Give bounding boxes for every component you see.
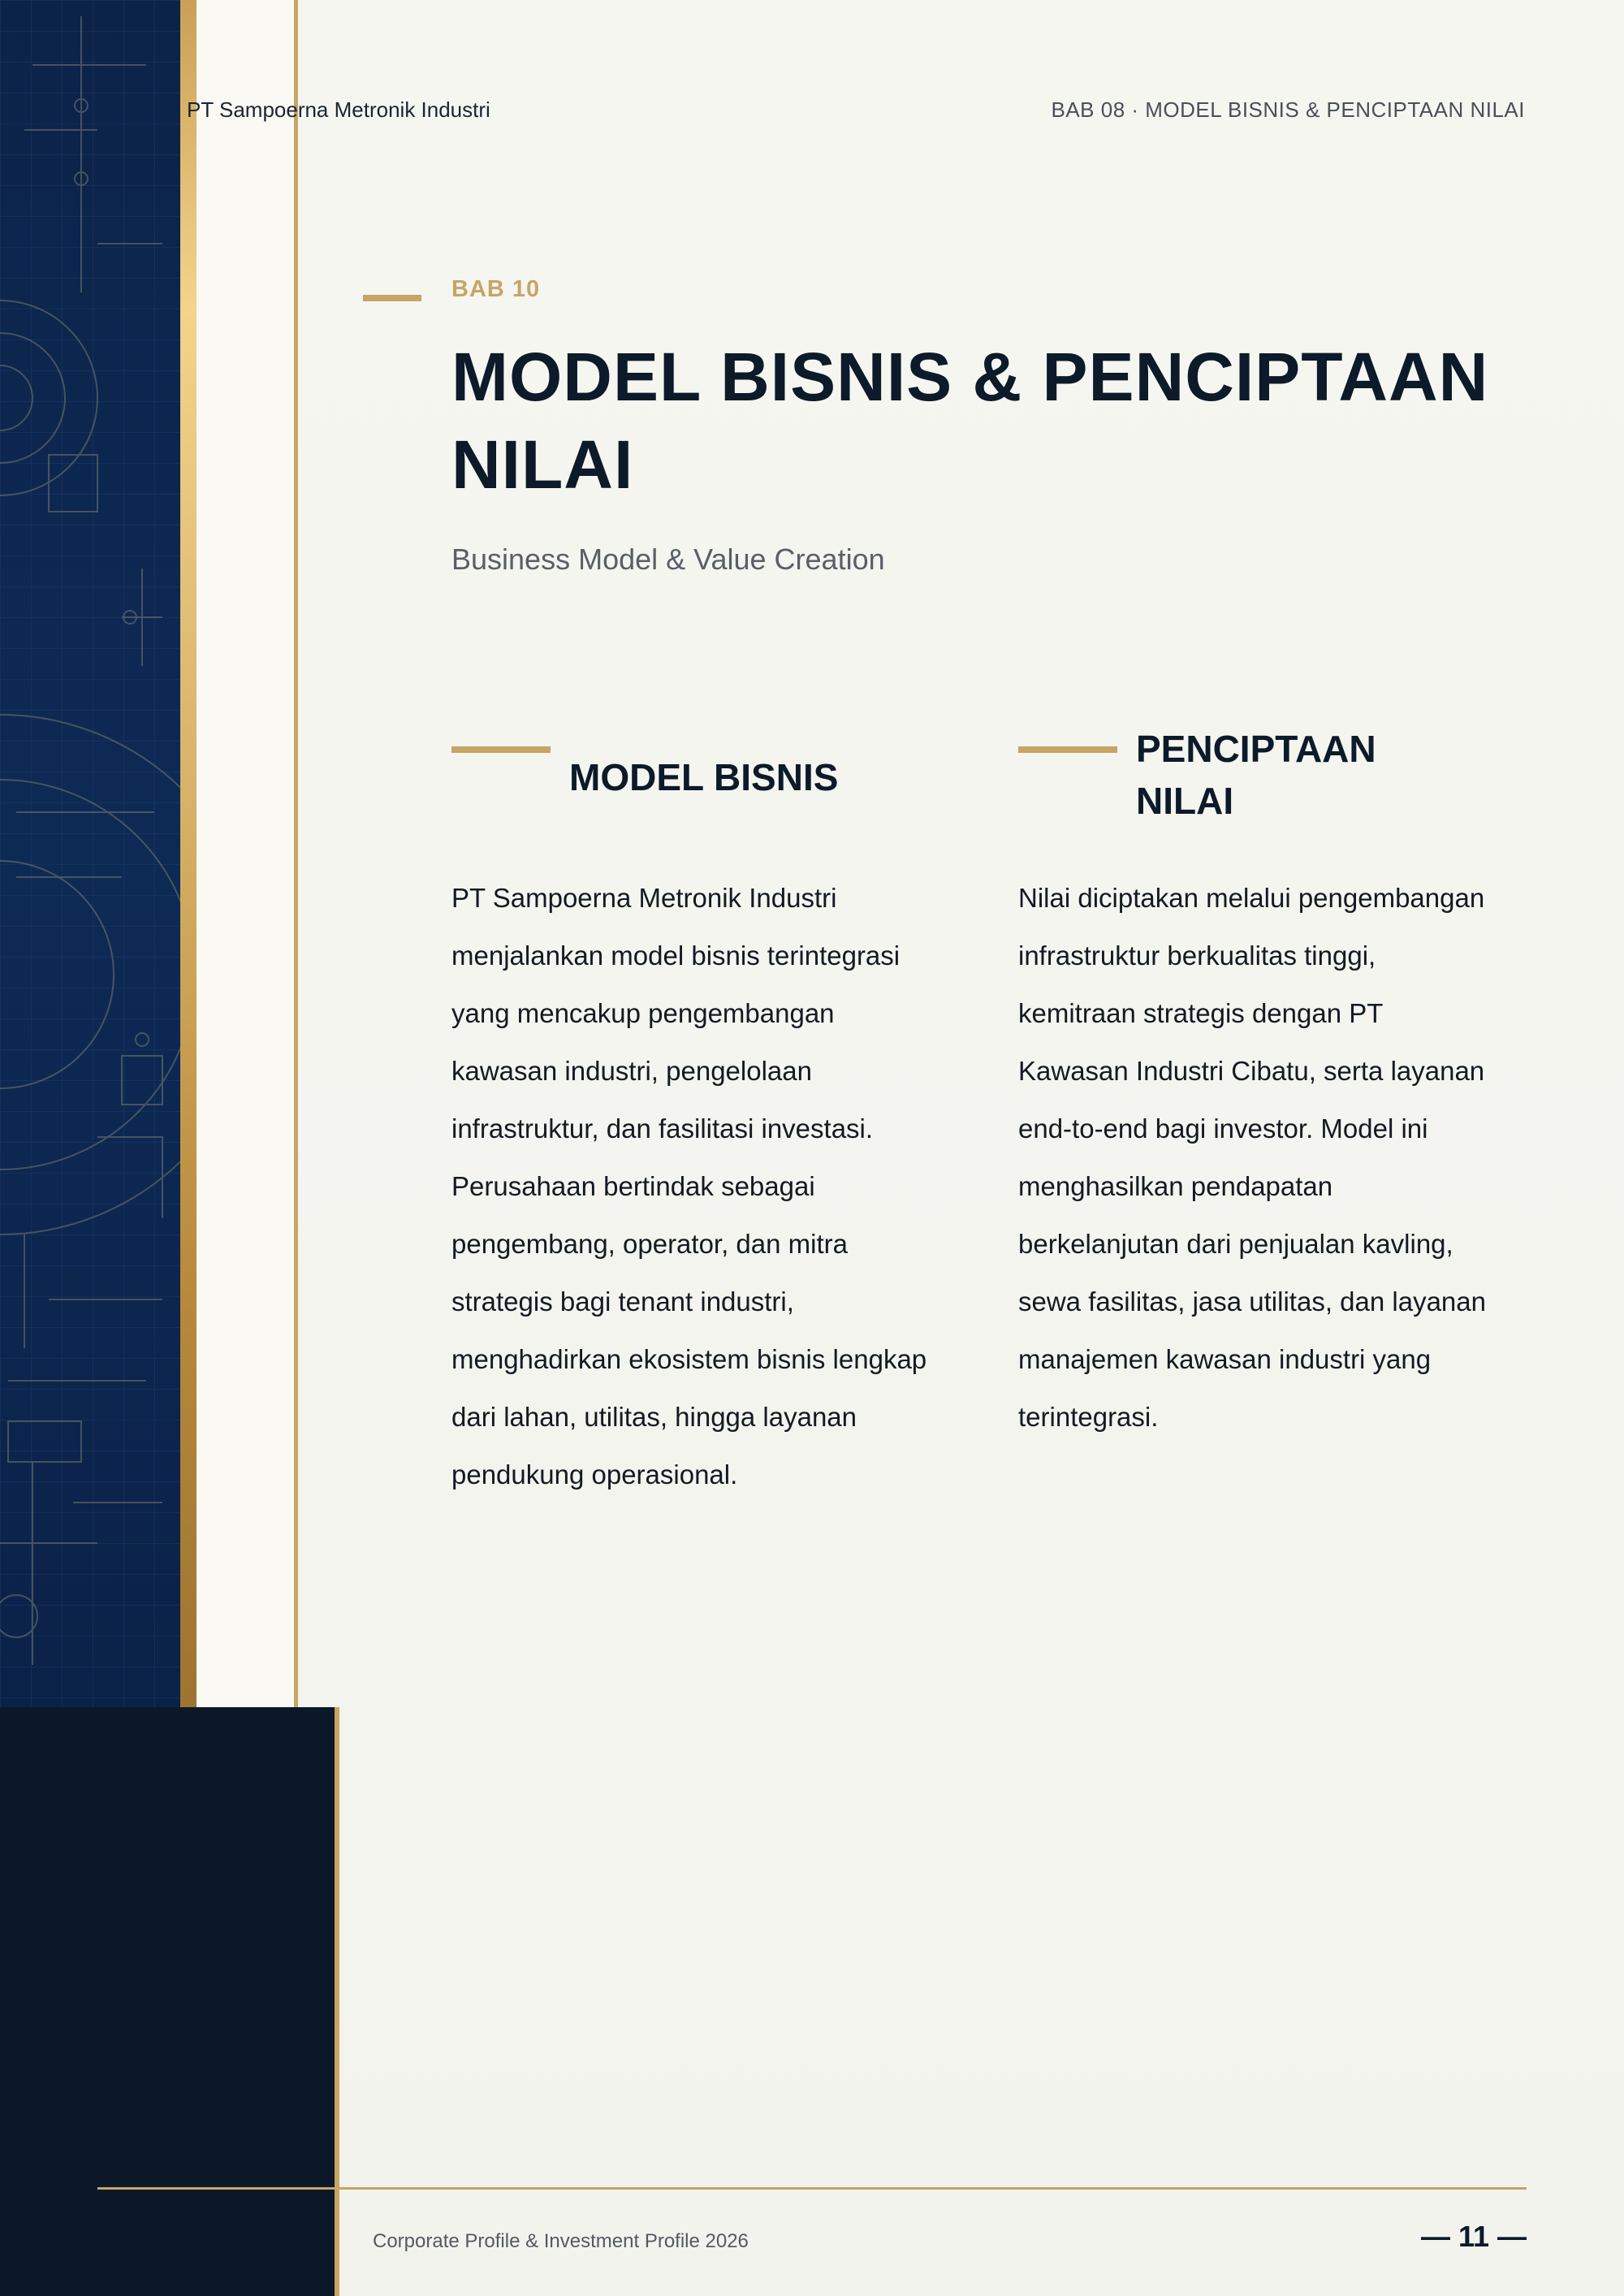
page-title: MODEL BISNIS & PENCIPTAAN NILAI [451,339,1489,503]
page-number: — 11 — [1420,2220,1527,2253]
gold-vertical-rule [294,0,298,1707]
gold-accent-bar [180,0,197,1707]
header-company-name: PT Sampoerna Metronik Industri [187,97,490,122]
column-heading-dash-model-bisnis [451,746,551,753]
column-heading-dash-penciptaan-nilai [1018,746,1117,753]
dark-block-gold-edge [335,1707,339,2296]
footer-rule [97,2187,1527,2190]
column-heading-penciptaan-nilai: PENCIPTAAN NILAI [1136,728,1376,822]
page-subtitle: Business Model & Value Creation [451,543,885,576]
column-body-penciptaan-nilai: Nilai diciptakan melalui pengembangan infrastruktur berkualitas tinggi, kemitraan strategis dengan PT Kawasan Industri Cibatu, serta layanan end-to-end bagi investor. Model ini menghasilkan pendapatan berkelanjutan dari penjualan kavling, sewa fasilitas, jasa utilitas, dan layanan manajemen kawasan industri yang terintegrasi. [1018,883,1486,1432]
chapter-label-dash [363,295,421,301]
blueprint-decoration [0,0,180,1707]
dark-corner-block [0,1707,335,2296]
column-body-model-bisnis: PT Sampoerna Metronik Industri menjalankan model bisnis terintegrasi yang mencakup pengembangan kawasan industri, pengelolaan infrastruktur, dan fasilitasi investasi. Perusahaan bertindak sebagai pengembang, operator, dan mitra strategis bagi tenant industri, menghadirkan ekosistem bisnis lengkap dari lahan, utilitas, hingga layanan pendukung operasional. [451,883,927,1490]
cream-strip [197,0,294,1707]
column-heading-model-bisnis: MODEL BISNIS [569,756,839,798]
blueprint-pattern [0,0,180,1707]
footer-document-title: Corporate Profile & Investment Profile 2026 [373,2230,749,2252]
header-chapter-title: BAB 08 · MODEL BISNIS & PENCIPTAAN NILAI [1051,97,1525,122]
chapter-label: BAB 10 [451,276,541,302]
